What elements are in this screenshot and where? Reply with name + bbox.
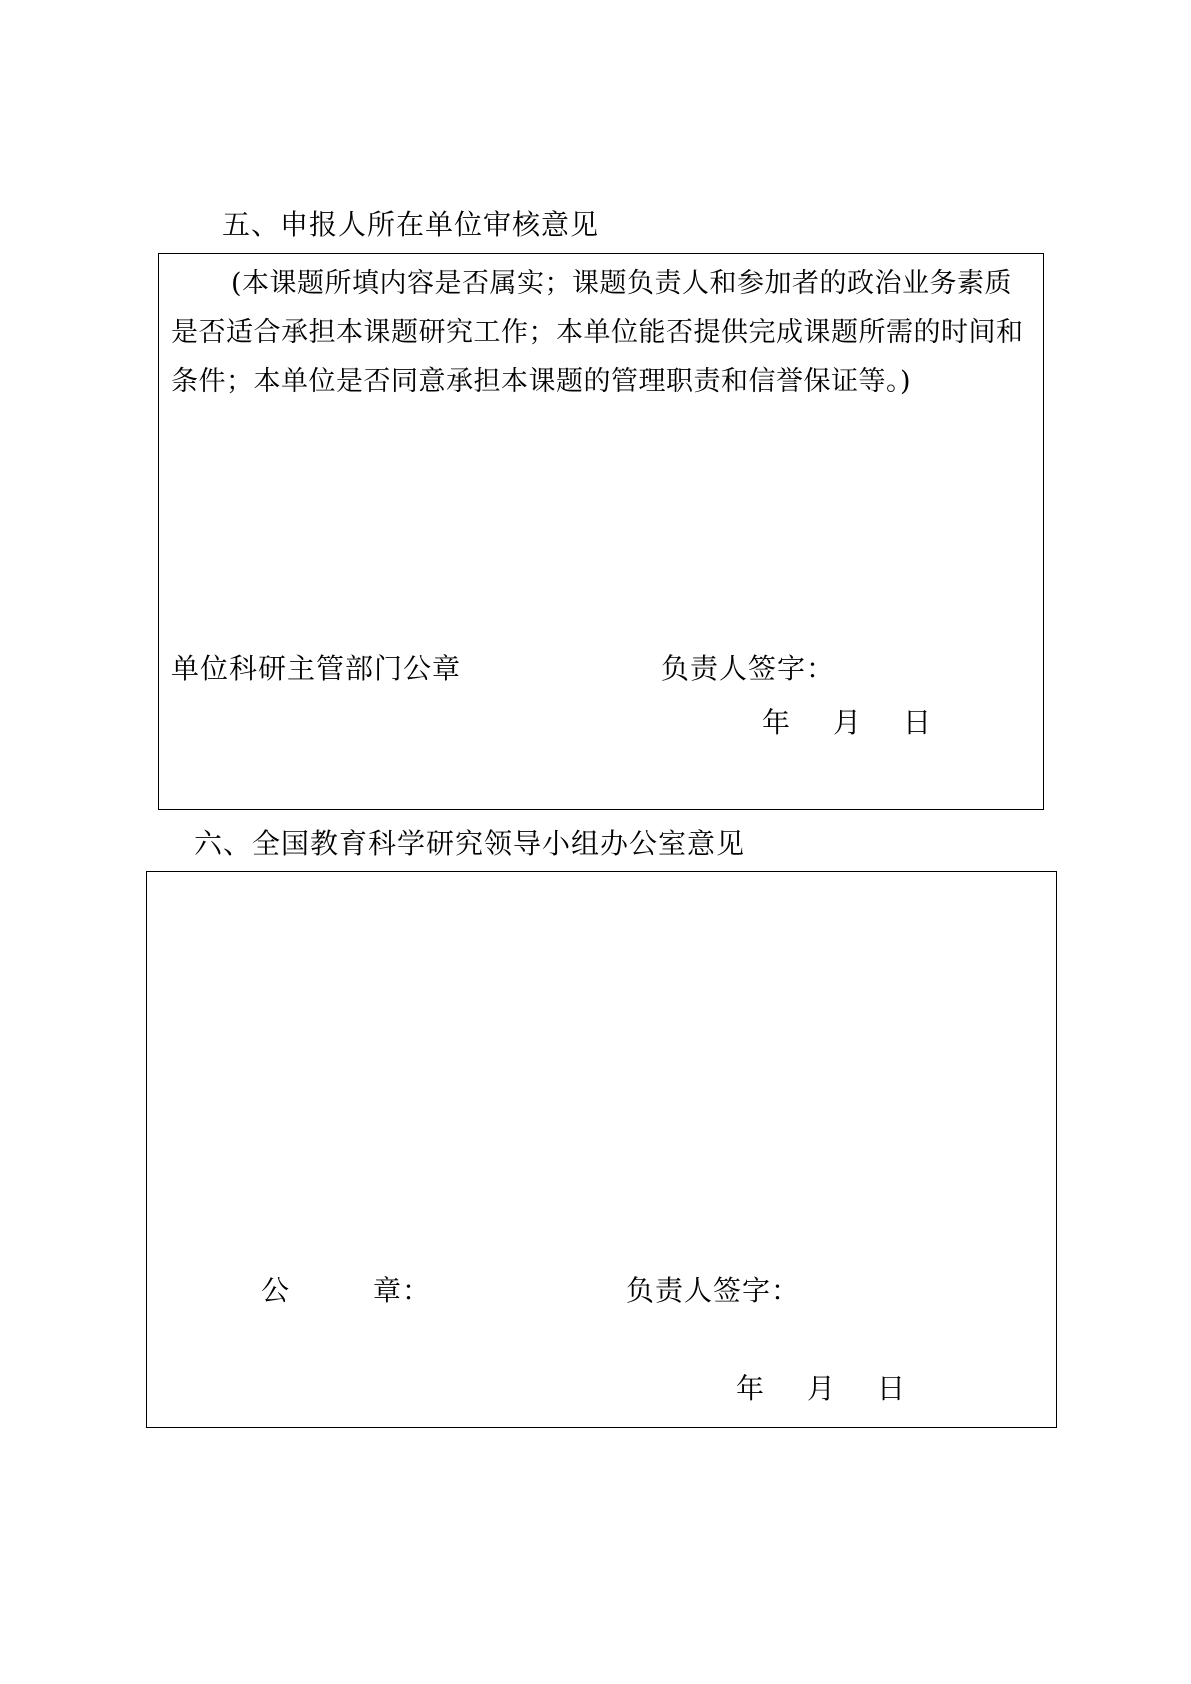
section6-seal-label-2: 章： (373, 1274, 432, 1307)
section6-heading: 六、全国教育科学研究领导小组办公室意见 (194, 827, 746, 860)
section5-seal-label: 单位科研主管部门公章 (171, 652, 462, 685)
section5-date-month: 月 (833, 706, 863, 739)
section6-signature-label: 负责人签字： (626, 1274, 801, 1307)
instruction-line: (本课题所填内容是否属实；课题负责人和参加者的政治业务素质 (231, 268, 1013, 299)
instruction-line: 是否适合承担本课题研究工作；本单位能否提供完成课题所需的时间和 (171, 317, 1024, 348)
section5-date-year: 年 (762, 706, 792, 739)
section5-instructions (171, 259, 1031, 406)
section6-date-day: 日 (877, 1372, 907, 1405)
instruction-line: 条件；本单位是否同意承担本课题的管理职责和信誉保证等。) (171, 366, 912, 397)
section6-date-year: 年 (736, 1372, 766, 1405)
section6-date-month: 月 (807, 1372, 837, 1405)
section5-date-day: 日 (903, 706, 933, 739)
section5-heading: 五、申报人所在单位审核意见 (222, 208, 600, 241)
section6-seal-label-1: 公 (261, 1274, 291, 1307)
section5-opinion-box[interactable] (158, 253, 1044, 810)
section5-signature-label: 负责人签字： (661, 652, 836, 685)
section6-opinion-box[interactable] (146, 871, 1057, 1428)
